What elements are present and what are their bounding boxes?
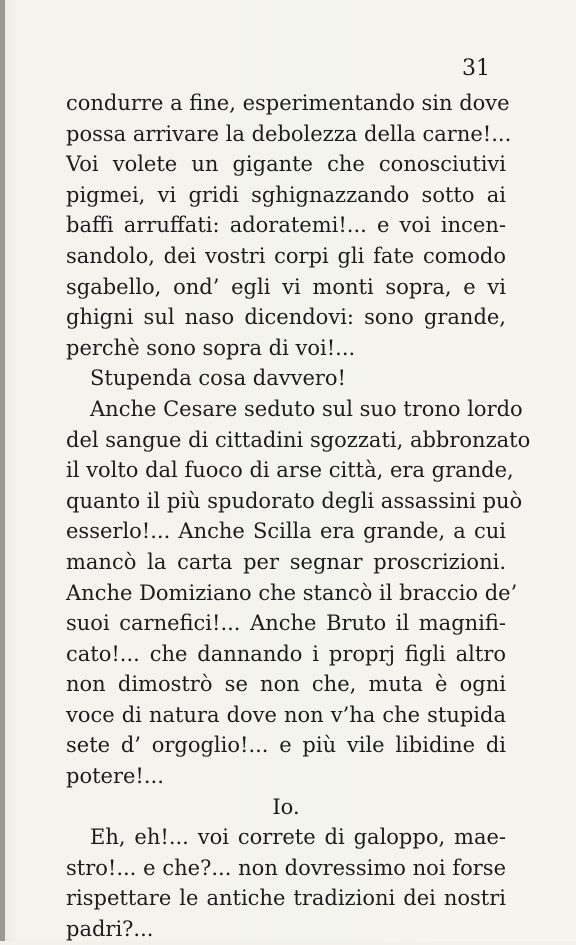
- text-line: baffi arruffati: adoratemi!... e voi incen-: [66, 213, 506, 238]
- text-line: suoi carnefici!... Anche Bruto il magnifi-: [66, 611, 506, 636]
- text-line: sandolo, dei vostri corpi gli fate comodo: [66, 243, 506, 268]
- text-line: mancò la carta per segnar proscrizioni.: [66, 549, 506, 574]
- text-line: stro!... e che?... non dovressimo noi forse: [66, 855, 506, 880]
- text-line: pigmei, vi gridi sghignazzando sotto ai: [66, 182, 506, 207]
- text-line: quanto il più spudorato degli assassini può: [66, 488, 523, 513]
- text-line: rispettare le antiche tradizioni dei nostri: [66, 886, 506, 911]
- text-line: ghigni sul naso dicendovi: sono grande,: [66, 305, 506, 330]
- text-line: Stupenda cosa davvero!: [90, 366, 346, 391]
- text-line: Anche Cesare seduto sul suo trono lordo: [90, 396, 523, 421]
- text-line: voce di natura dove non v’ha che stupida: [66, 702, 506, 727]
- speaker-heading: Io.: [272, 794, 300, 819]
- text-line: potere!...: [66, 764, 164, 789]
- text-line: padri?...: [66, 917, 154, 942]
- text-line: sete d’ orgoglio!... e più vile libidine di: [66, 733, 506, 758]
- text-line: il volto dal fuoco di arse città, era grande,: [66, 458, 514, 483]
- text-line: possa arrivare la debolezza della carne!...: [66, 121, 512, 146]
- text-line: Anche Domiziano che stancò il braccio de’: [66, 580, 518, 605]
- text-line: Eh, eh!... voi correte di galoppo, mae-: [90, 825, 506, 850]
- page-spine-shadow: [0, 0, 5, 941]
- text-line: perchè sono sopra di voi!...: [66, 335, 356, 360]
- text-line: del sangue di cittadini sgozzati, abbronzato: [66, 427, 531, 452]
- text-line: cato!... che dannando i proprj figli altro: [66, 641, 506, 666]
- text-line: non dimostrò se non che, muta è ogni: [66, 672, 506, 697]
- text-line: Voi volete un gigante che conosciutivi: [66, 152, 506, 177]
- page-number: 31: [462, 56, 490, 81]
- body-text: [66, 88, 531, 945]
- text-line: sgabello, ond’ egli vi monti sopra, e vi: [66, 274, 506, 299]
- text-line: condurre a fine, esperimentando sin dove: [66, 91, 510, 115]
- text-line: esserlo!... Anche Scilla era grande, a cui: [66, 519, 506, 544]
